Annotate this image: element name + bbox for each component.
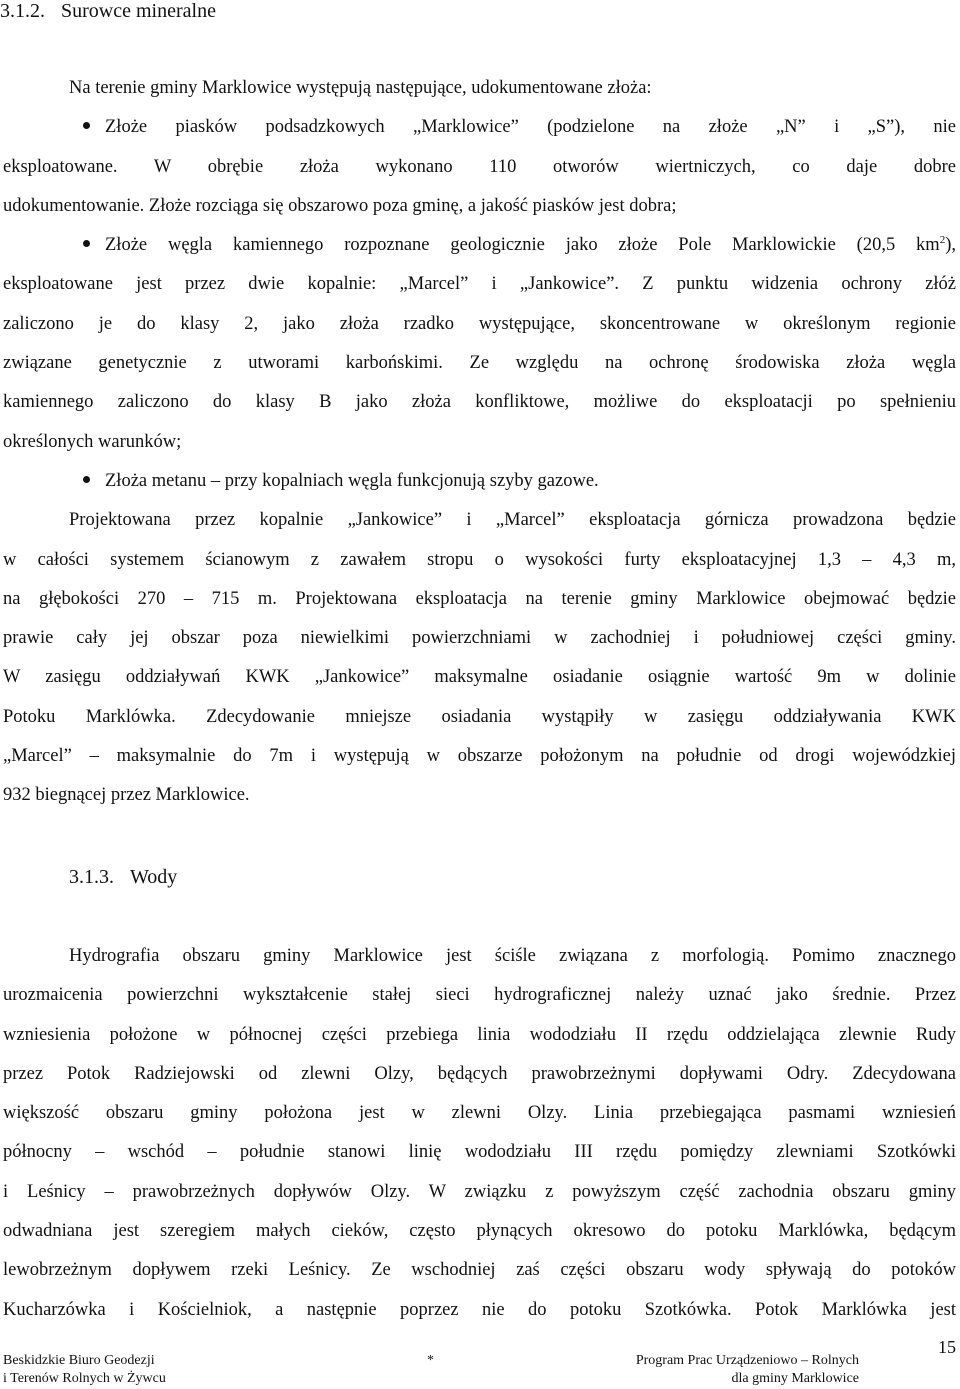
bullet2-line3: zaliczono je do klasy 2, jako złoża rzadko występujące, skoncentrowane w określonym regionie bbox=[3, 313, 956, 334]
bullet2-line6: określonych warunków; bbox=[3, 431, 182, 452]
bullet1-line1: Złoże piasków podsadzkowych „Marklowice” (podzielone na złoże „N” i „S”), nie bbox=[105, 117, 956, 138]
bullet2-line5: kamiennego zaliczono do klasy B jako złoża konfliktowe, możliwe do eksploatacji po spełnieniu bbox=[3, 392, 956, 413]
para1-line4: prawie cały jej obszar poza niewielkimi powierzchniami w zachodniej i południowej części gminy. bbox=[3, 628, 956, 649]
para2-line7: i Leśnicy – prawobrzeżnych dopływów Olzy. W związku z powyższym część zachodnia obszaru gminy bbox=[3, 1181, 956, 1202]
list-item bbox=[3, 226, 956, 265]
section-number: 3.1.2. bbox=[0, 0, 45, 22]
footer-right bbox=[619, 1352, 859, 1388]
list-item bbox=[3, 462, 956, 501]
bullet-dot bbox=[83, 240, 90, 247]
footer-program-line1: Program Prac Urządzeniowo – Rolnych bbox=[635, 1353, 859, 1368]
section-title: Wody bbox=[130, 866, 178, 888]
page-number: 15 bbox=[938, 1337, 956, 1357]
bullet1-line2: eksploatowane. W obrębie złoża wykonano 110 otworów wiertniczych, co daje dobre bbox=[3, 156, 956, 177]
list-item bbox=[3, 108, 956, 147]
hydrography-paragraph bbox=[3, 937, 956, 1330]
section-number: 3.1.3. bbox=[69, 866, 114, 888]
para2-line9: lewobrzeżnym dopływem rzeki Leśnicy. Ze wschodniej zaś części obszaru wody spływają do potoków bbox=[3, 1260, 956, 1281]
bullet3-text: Złoża metanu – przy kopalniach węgla funkcjonują szyby gazowe. bbox=[105, 470, 599, 491]
para2-line2: urozmaicenia powierzchni wykształcenie stałej sieci hydrograficznej należy uznać jako średnie. Przez bbox=[3, 985, 956, 1006]
bullet1-line3: udokumentowanie. Złoże rozciąga się obszarowo poza gminę, a jakość piasków jest dobra; bbox=[3, 195, 677, 216]
footer-left bbox=[3, 1352, 166, 1388]
para1-line2: w całości systemem ścianowym z zawałem stropu o wysokości furty eksploatacyjnej 1,3 – 4,3 m, bbox=[3, 549, 956, 570]
deposits-list bbox=[3, 69, 956, 816]
para1-line5: W zasięgu oddziaływań KWK „Jankowice” maksymalne osiadanie osiągnie wartość 9m w dolinie bbox=[3, 667, 956, 688]
para2-line6: północny – wschód – południe stanowi linię wododziału III rzędu pomiędzy zlewniami Szotkówki bbox=[3, 1142, 956, 1163]
section-title: Surowce mineralne bbox=[61, 0, 216, 22]
bullet-dot bbox=[83, 476, 90, 483]
footer-org-line2: i Terenów Rolnych w Żywcu bbox=[3, 1371, 166, 1386]
bullet-dot bbox=[83, 122, 90, 129]
para1-line3: na głębokości 270 – 715 m. Projektowana eksploatacja na terenie gminy Marklowice obejmować będzie bbox=[3, 588, 956, 609]
bullet2-line4: związane genetycznie z utworami karbońskimi. Ze względu na ochronę środowiska złoża węgla bbox=[3, 353, 956, 374]
para2-line10: Kucharzówka i Kościelniok, a następnie poprzez nie do potoku Szotkówka. Potok Marklówka jest bbox=[3, 1299, 956, 1320]
para2-line1: Hydrografia obszaru gminy Marklowice jest ściśle związana z morfologią. Pomimo znacznego bbox=[69, 946, 956, 966]
para1-line7: „Marcel” – maksymalnie do 7m i występują w obszarze położonym na południe od drogi wojewódzkiej bbox=[3, 746, 956, 767]
para2-line3: wzniesienia położone w północnej części przebiega linia wododziału II rzędu oddzielająca zlewnie Rudy bbox=[3, 1024, 956, 1045]
section-heading-surowce bbox=[0, 0, 216, 22]
bullet2-line2: eksploatowane jest przez dwie kopalnie: „Marcel” i „Jankowice”. Z punktu widzenia ochrony złóż bbox=[3, 274, 956, 295]
para2-line5: większość obszaru gminy położona jest w zlewni Olzy. Linia przebiegająca pasmami wzniesień bbox=[3, 1103, 956, 1124]
bullet2-line1b: ), bbox=[945, 235, 956, 256]
page-footer bbox=[3, 1337, 956, 1389]
section-heading-wody bbox=[69, 866, 177, 888]
intro-text: Na terenie gminy Marklowice występują następujące, udokumentowane złoża: bbox=[69, 78, 652, 98]
footer-asterisk: * bbox=[427, 1353, 434, 1368]
para1-line1: Projektowana przez kopalnie „Jankowice” i „Marcel” eksploatacja górnicza prowadzona będzie bbox=[69, 510, 956, 531]
bullet2-line1a: Złoże węgla kamiennego rozpoznane geologicznie jako złoże Pole Marklowickie (20,5 km bbox=[105, 235, 940, 256]
para1-line8: 932 biegnącej przez Marklowice. bbox=[3, 785, 250, 806]
superscript-2: 2 bbox=[939, 234, 946, 247]
footer-org-line1: Beskidzkie Biuro Geodezji bbox=[3, 1353, 155, 1368]
para1-line6: Potoku Marklówka. Zdecydowanie mniejsze osiadania wystąpiły w zasięgu oddziaływania KWK bbox=[3, 706, 956, 727]
para2-line4: przez Potok Radziejowski od zlewni Olzy, będących prawobrzeżnymi dopływami Odry. Zdecydowana bbox=[3, 1063, 956, 1084]
footer-program-line2: dla gminy Marklowice bbox=[731, 1371, 859, 1386]
para2-line8: odwadniana jest szeregiem małych cieków, często płynących okresowo do potoku Marklówka, będącym bbox=[3, 1221, 956, 1242]
